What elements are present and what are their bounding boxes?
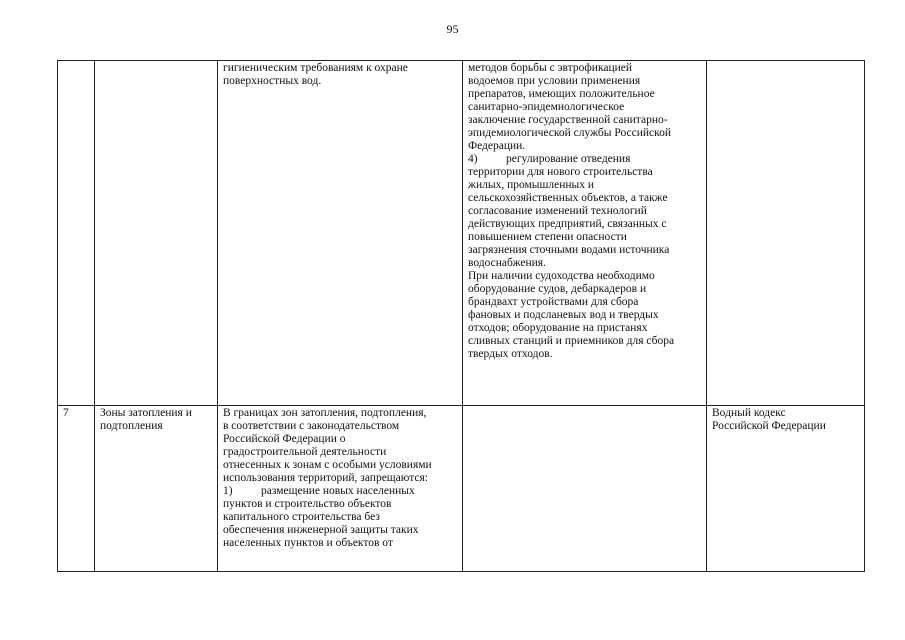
zone-name-line: Зоны затопления и: [100, 407, 192, 419]
text-line: методов борьбы с эвтрофикацией: [468, 62, 633, 74]
text-line: обеспечения инженерной защиты таких: [223, 524, 419, 536]
text-line: Российской Федерации о: [223, 433, 346, 445]
requirements-cell: [218, 61, 463, 406]
text-line: В границах зон затопления, подтопления,: [223, 407, 427, 419]
text-line: оборудование судов, дебаркадеров и: [468, 283, 647, 295]
page-number: 95: [446, 22, 459, 36]
text-line: согласование изменений технологий: [468, 205, 647, 217]
legal-basis-line: Водный кодекс: [712, 407, 786, 419]
text-line: брандвахт устройствами для сбора: [468, 296, 639, 308]
measures-cell: [463, 406, 707, 572]
zone-name-line: подтопления: [100, 420, 163, 432]
list-item-number: 4): [468, 153, 478, 165]
text-line: Федерации.: [468, 140, 526, 152]
text-line: территории для нового строительства: [468, 166, 653, 178]
text-line: фановых и подсланевых вод и твердых: [468, 309, 659, 321]
text-line: загрязнения сточными водами источника: [468, 244, 670, 256]
table-row: [58, 61, 865, 406]
text-line: отнесенных к зонам с особыми условиями: [223, 459, 432, 471]
text-line: твердых отходов.: [468, 348, 553, 360]
text-line: При наличии судоходства необходимо: [468, 270, 655, 282]
table-row: [58, 406, 865, 572]
text-line: эпидемиологической службы Российской: [468, 127, 672, 139]
text-line: в соответствии с законодательством: [223, 420, 400, 432]
text-line: отходов; оборудование на пристанях: [468, 322, 648, 334]
list-item-number: 1): [223, 485, 233, 497]
legal-basis-cell: [707, 61, 865, 406]
requirements-cell: [218, 406, 463, 572]
measures-cell: [463, 61, 707, 406]
list-item-text: регулирование отведения: [506, 153, 631, 165]
zone-name-cell: [95, 61, 218, 406]
text-line: использования территорий, запрещаются:: [223, 472, 428, 484]
zones-table: [57, 60, 865, 572]
text-line: градостроительной деятельности: [223, 446, 387, 458]
text-line: водоснабжения.: [468, 257, 546, 269]
text-line: сливных станций и приемников для сбора: [468, 335, 675, 347]
text-line: препаратов, имеющих положительное: [468, 88, 655, 100]
text-line: капитального строительства без: [223, 511, 380, 523]
zone-name-cell: [95, 406, 218, 572]
text-line: сельскохозяйственных объектов, а также: [468, 192, 668, 204]
text-line: санитарно-эпидемиологическое: [468, 101, 625, 113]
text-line: заключение государственной санитарно-: [468, 114, 668, 126]
list-item: [468, 153, 702, 166]
text-line: пунктов и строительство объектов: [223, 498, 392, 510]
legal-basis-cell: [707, 406, 865, 572]
text-line: поверхностных вод.: [223, 75, 322, 87]
text-line: населенных пунктов и объектов от: [223, 537, 393, 549]
row-number-cell: [58, 61, 95, 406]
row-number-cell: [58, 406, 95, 572]
text-line: гигиеническим требованиям к охране: [223, 62, 408, 74]
text-line: действующих предприятий, связанных с: [468, 218, 667, 230]
text-line: повышением степени опасности: [468, 231, 627, 243]
text-line: водоемов при условии применения: [468, 75, 641, 87]
legal-basis-line: Российской Федерации: [712, 420, 826, 432]
list-item-text: размещение новых населенных: [261, 485, 415, 497]
text-line: жилых, промышленных и: [468, 179, 595, 191]
list-item: [223, 485, 458, 498]
row-number: 7: [63, 407, 69, 419]
